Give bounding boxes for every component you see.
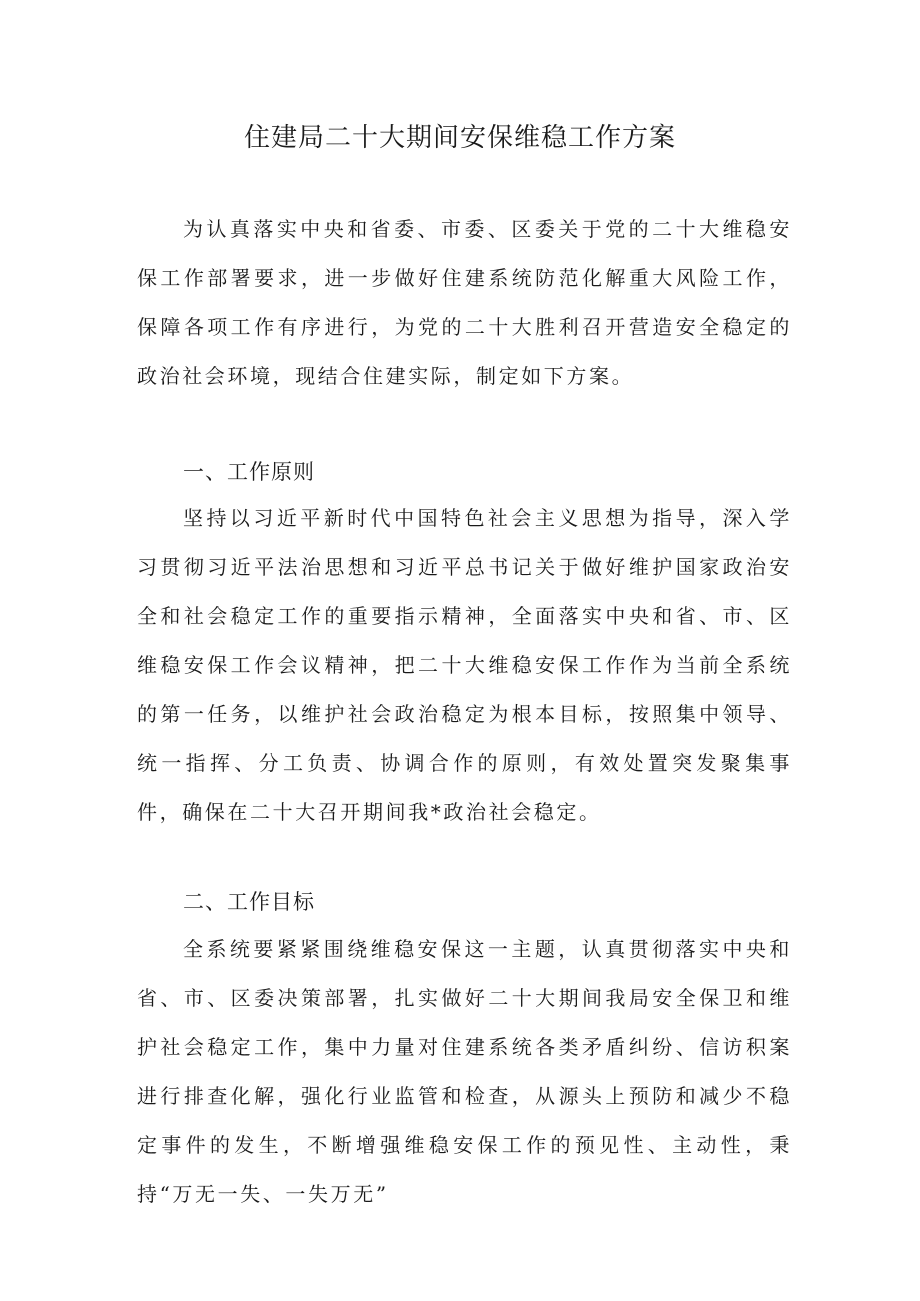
section-heading-goals: 二、工作目标 [183,890,315,914]
section-body-principles: 坚持以习近平新时代中国特色社会主义思想为指导，深入学习贯彻习近平法治思想和习近平总书记关于做好维护国家政治安全和社会稳定工作的重要指示精神，全面落实中央和省、市、区维稳安保工作会议精神，把二十大维稳安保工作作为当前全系统的第一任务，以维护社会政治稳定为根本目标，按照集中领导、统一指挥、分工负责、协调合作的原则，有效处置突发聚集事件，确保在二十大召开期间我*政治社会稳定。 [137,506,792,824]
section-heading-principles: 一、工作原则 [183,460,315,484]
document-title: 住建局二十大期间安保维稳工作方案 [243,123,676,153]
intro-paragraph: 为认真落实中央和省委、市委、区委关于党的二十大维稳安保工作部署要求，进一步做好住建系统防范化解重大风险工作，保障各项工作有序进行，为党的二十大胜利召开营造安全稳定的政治社会环境，现结合住建实际，制定如下方案。 [137,217,792,388]
section-body-goals: 全系统要紧紧围绕维稳安保这一主题，认真贯彻落实中央和省、市、区委决策部署，扎实做好二十大期间我局安全保卫和维护社会稳定工作，集中力量对住建系统各类矛盾纠纷、信访积案进行排查化解，强化行业监管和检查，从源头上预防和减少不稳定事件的发生，不断增强维稳安保工作的预见性、主动性，秉持“万无一失、一失万无” [137,937,792,1206]
